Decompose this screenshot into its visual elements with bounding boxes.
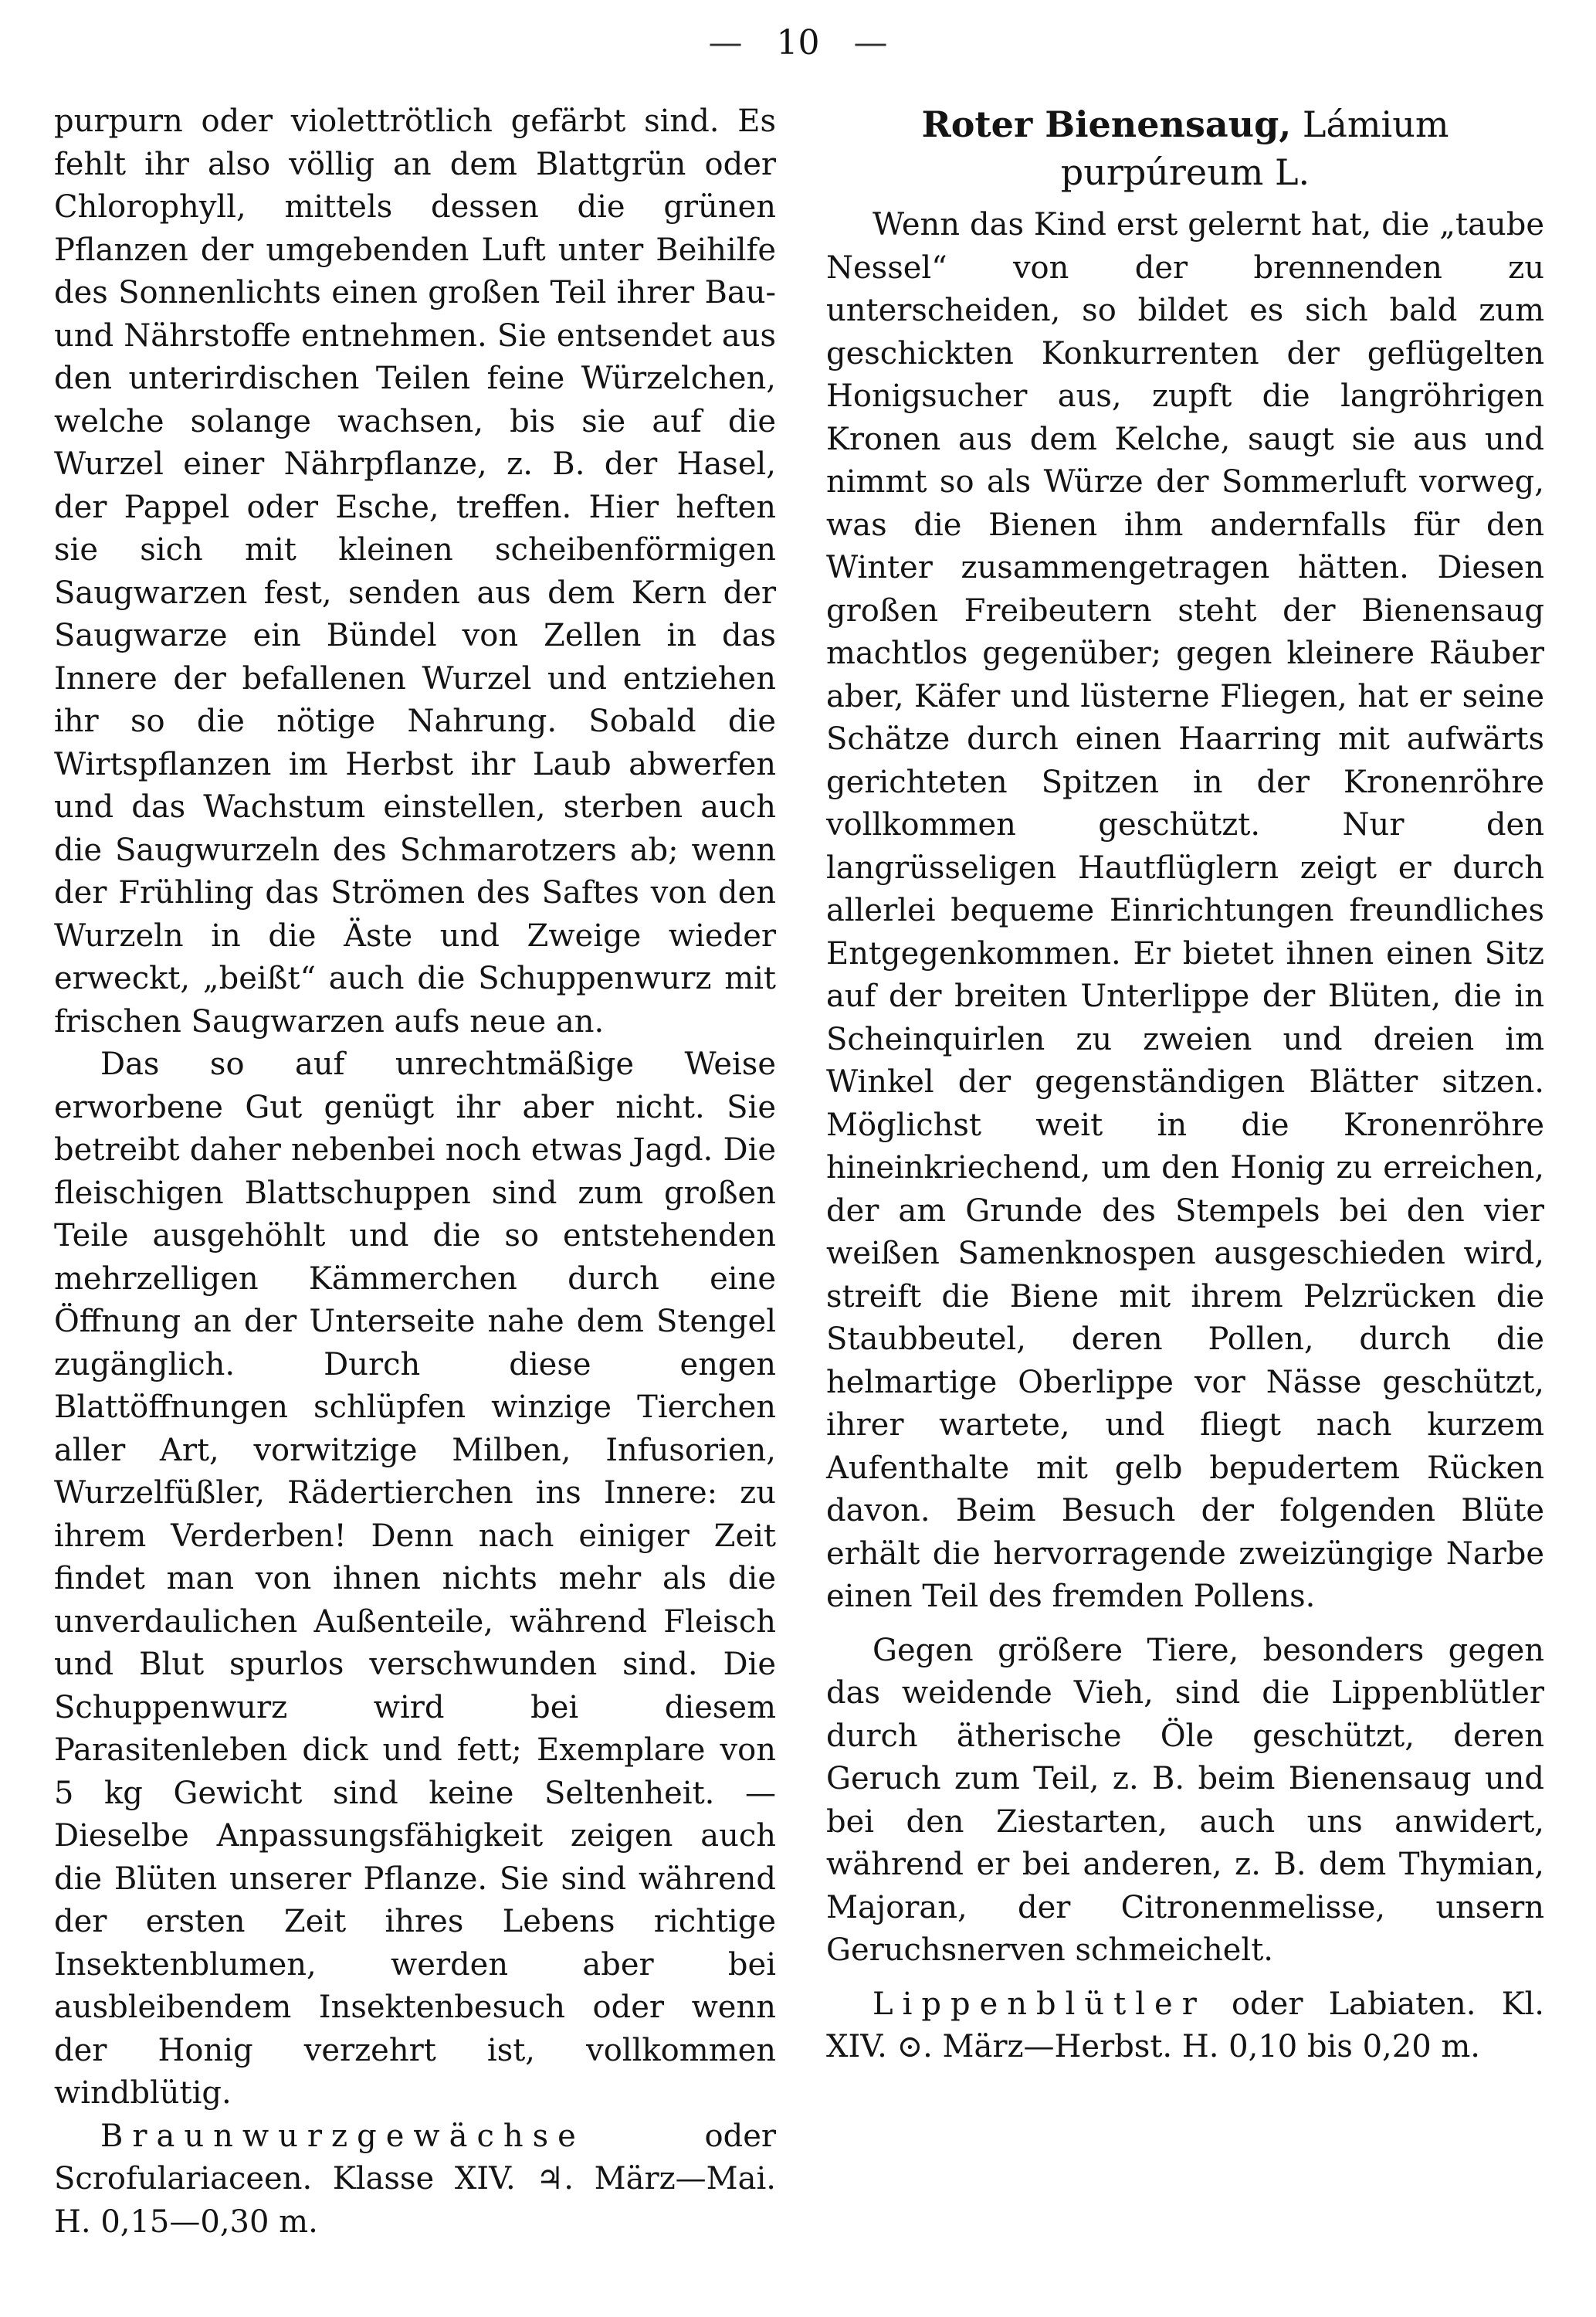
page-header [0,23,1596,63]
heading-common-name: Roter Bienensaug, [921,103,1292,145]
header-dash-left: — [708,23,743,63]
right-paragraph-3 [826,1983,1544,2069]
left-paragraph-1: purpurn oder violettrötlich gefärbt sind. Es fehlt ihr also völlig an dem Blattgrün oder Chlorophyll, mittels dessen die grünen Pflanzen der umgebenden Luft unter Beihilfe des Sonnenlichts einen großen Teil ihrer Bau- und Nährstoffe entnehmen. Sie entsendet aus den unterirdischen Teilen feine Würzelchen, welche solange wachsen, bis sie auf die Wurzel einer Nährpflanze, z. B. der Hasel, der Pappel oder Esche, treffen. Hier heften sie sich mit kleinen scheibenförmigen Saugwarzen fest, senden aus dem Kern der Saugwarze ein Bündel von Zellen in das Innere der befallenen Wurzel und entziehen ihr so die nötige Nahrung. Sobald die Wirtspflanzen im Herbst ihr Laub abwerfen und das Wachstum einstellen, sterben auch die Saugwurzeln des Schmarotzers ab; wenn der Frühling das Strömen des Saftes von den Wurzeln in die Äste und Zweige wieder erweckt, „beißt“ auch die Schuppenwurz mit frischen Saugwarzen aufs neue an. [54,103,776,1040]
right-paragraph-1: Wenn das Kind erst gelernt hat, die „taube Nessel“ von der brennenden zu unterscheiden, so bildet es sich bald zum geschickten Konkurrenten der geflügelten Honigsucher aus, zupft die langröhrigen Kronen aus dem Kelche, saugt sie aus und nimmt so als Würze der Sommerluft vorweg, was die Bienen ihm andernfalls für den Winter zusammengetragen hätten. Diesen großen Freibeutern steht der Bienensaug machtlos gegenüber; gegen kleinere Räuber aber, Käfer und lüsterne Fliegen, hat er seine Schätze durch einen Haarring mit aufwärts gerichteten Spitzen in der Kronenröhre vollkommen geschützt. Nur den langrüsseligen Hautflüglern zeigt er durch allerlei bequeme Einrichtungen freundliches Entgegenkommen. Er bietet ihnen einen Sitz auf der breiten Unterlippe der Blüten, die in Scheinquirlen zu zweien und dreien im Winkel der gegenständigen Blätter sitzen. Möglichst weit in die Kronenröhre hineinkriechend, um den Honig zu erreichen, der am Grunde des Stempels bei den vier weißen Samenknospen ausgeschieden wird, streift die Biene mit ihrem Pelzrücken die Staubbeutel, deren Pollen, durch die helmartige Oberlippe vor Nässe geschützt, ihrer wartete, und fliegt nach kurzem Aufenthalte mit gelb bepudertem Rücken davon. Beim Besuch der folgenden Blüte erhält die hervorragende zweizüngige Narbe einen Teil des fremden Pollens. [826,207,1544,1614]
right-column [826,100,1544,2069]
family-classification: oder Labiaten. Kl. XIV. ⊙. März—Herbst. H. 0,10 bis 0,20 m. [826,1986,1544,2064]
family-name-spaced: Braunwurzgewächse [100,2118,585,2154]
section-heading [826,100,1544,196]
left-paragraph-3 [54,2115,776,2244]
page-number: 10 [776,23,820,63]
left-column [54,100,776,2244]
family-classification: oder Scrofulariaceen. Klasse XIV. ♃. März—Mai. H. 0,15—0,30 m. [54,2118,776,2240]
right-paragraph-2: Gegen größere Tiere, besonders gegen das weidende Vieh, sind die Lippenblütler durch ätherische Öle geschützt, deren Geruch zum Teil, z. B. beim Bienensaug und bei den Ziestarten, auch uns anwidert, während er bei anderen, z. B. dem Thymian, Majoran, der Citronenmelisse, unsern Geruchsnerven schmeichelt. [826,1632,1544,1968]
family-name-spaced: Lippenblütler [873,1986,1206,2022]
heading-latin-name: Lámium purpúreum L. [1060,103,1449,193]
left-paragraph-2: Das so auf unrechtmäßige Weise erworbene Gut genügt ihr aber nicht. Sie betreibt daher nebenbei noch etwas Jagd. Die fleischigen Blattschuppen sind zum großen Teile ausgehöhlt und die so entstehenden mehrzelligen Kämmerchen durch eine Öffnung an der Unterseite nahe dem Stengel zugänglich. Durch diese engen Blattöffnungen schlüpfen winzige Tierchen aller Art, vorwitzige Milben, Infusorien, Wurzelfüßler, Rädertierchen ins Innere: zu ihrem Verderben! Denn nach einiger Zeit findet man von ihnen nichts mehr als die unverdaulichen Außenteile, während Fleisch und Blut spurlos verschwunden sind. Die Schuppenwurz wird bei diesem Parasitenleben dick und fett; Exemplare von 5 kg Gewicht sind keine Seltenheit. — Dieselbe Anpassungsfähigkeit zeigen auch die Blüten unserer Pflanze. Sie sind während der ersten Zeit ihres Lebens richtige Insektenblumen, werden aber bei ausbleibendem Insektenbesuch oder wenn der Honig verzehrt ist, vollkommen windblütig. [54,1047,776,2111]
header-dash-right: — [853,23,888,63]
